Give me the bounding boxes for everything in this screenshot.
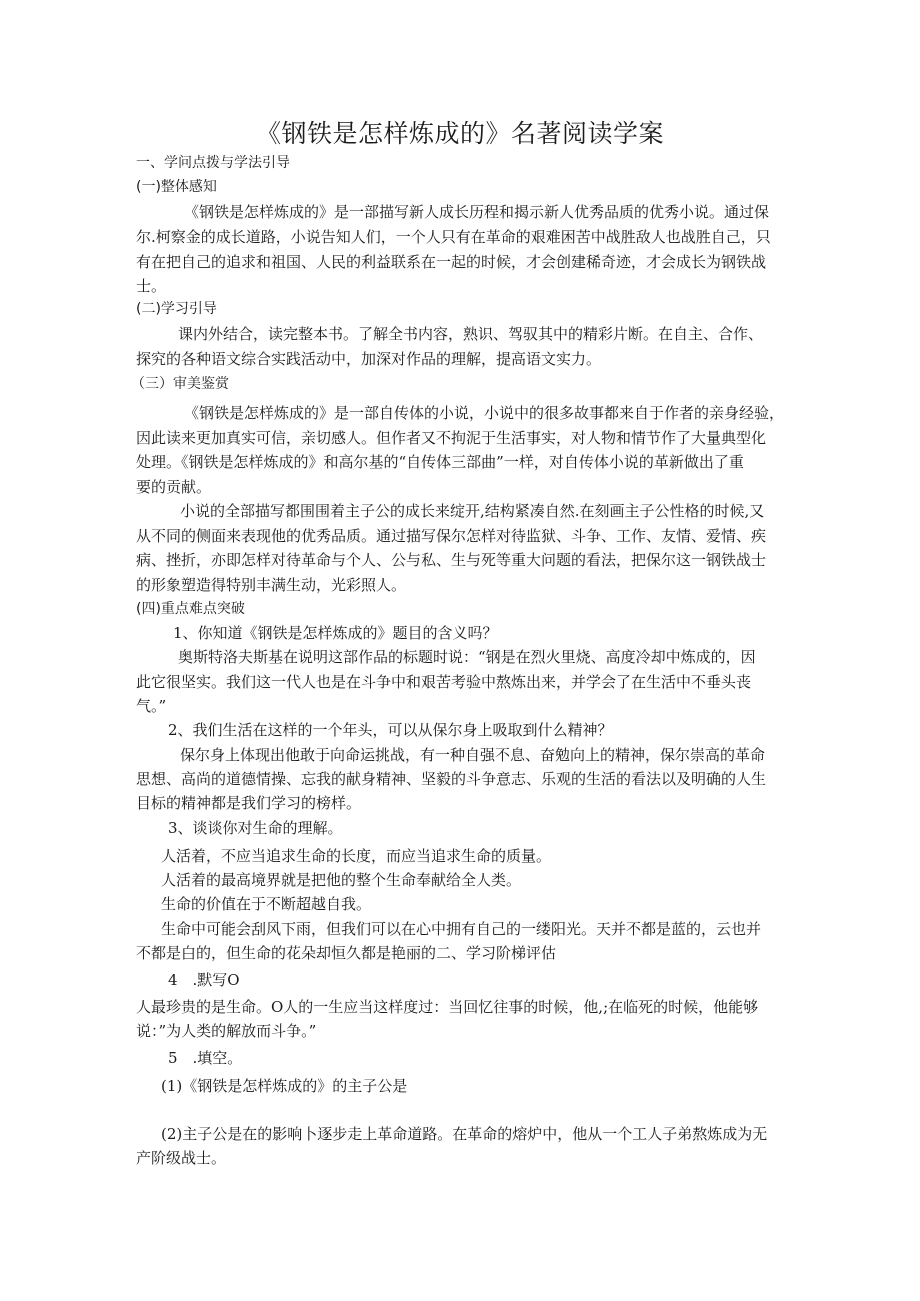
answer-line: 生命的价值在于不断超越自我。 bbox=[161, 895, 372, 913]
paragraph-line: 要的贡献。 bbox=[136, 478, 212, 496]
paragraph-line: 从不同的侧面来表现他的优秀品质。通过描写保尔怎样对待监狱、斗争、工作、友情、爱情、疾 bbox=[136, 527, 767, 545]
paragraph-line: 小说的全部描写都围围着主子公的成长来绽开,结构紧凑自然.在刻画主子公性格的时候,又 bbox=[180, 502, 765, 520]
subsection-heading: （三）审美鉴赏 bbox=[131, 376, 229, 392]
answer-line: 人最珍贵的是生命。O人的一生应当这样度过：当回忆往事的时候，他,;在临死的时候，他能够 bbox=[136, 998, 759, 1016]
paragraph-line: 《钢铁是怎样炼成的》是一部自传体的小说，小说中的很多故事都来自于作者的亲身经验， bbox=[184, 404, 785, 422]
question-line: 2、我们生活在这样的一个年头，可以从保尔身上吸取到什么精神？ bbox=[168, 721, 613, 739]
answer-line: 目标的精神都是我们学习的榜样。 bbox=[136, 794, 362, 812]
fill-blank-line: (2)主子公是在的影响卜逐步走上革命道路。在革命的熔炉中，他从一个工人子弟熬炼成为无 bbox=[161, 1125, 768, 1143]
answer-line: 人活着，不应当追求生命的长度，而应当追求生命的质量。 bbox=[161, 847, 552, 865]
paragraph-line: 的形象塑造得特别丰满生动，光彩照人。 bbox=[136, 576, 407, 594]
paragraph-line: 课内外结合，读完整本书。了解全书内容，熟识、驾驭其中的精彩片断。在自主、合作、 bbox=[178, 325, 764, 343]
answer-line: 奥斯特洛夫斯基在说明这部作品的标题时说：“钢是在烈火里烧、高度冷却中炼成的，因 bbox=[178, 648, 756, 666]
fill-blank-line: (1)《钢铁是怎样炼成的》的主子公是 bbox=[161, 1077, 408, 1095]
subsection-heading: (四)重点难点突破 bbox=[136, 601, 245, 617]
paragraph-line: 病、挫折，亦即怎样对待革命与个人、公与私、生与死等重大问题的看法，把保尔这一钢铁战士 bbox=[136, 551, 767, 569]
document-title: 《钢铁是怎样炼成的》名著阅读学案 bbox=[255, 119, 664, 148]
answer-line: 生命中可能会刮风下雨，但我们可以在心中拥有自己的一缕阳光。天并不都是蓝的，云也并 bbox=[161, 920, 762, 938]
answer-line: 人活着的最高境界就是把他的整个生命奉献给全人类。 bbox=[161, 871, 522, 889]
answer-line: 此它很坚实。我们这一代人也是在斗争中和艰苦考验中熬炼出来，并学会了在生活中不垂头丧 bbox=[136, 673, 752, 691]
paragraph-line: 尔.柯察金的成长道路，小说告知人们，一个人只有在革命的艰难困苦中战胜敌人也战胜自己，只 bbox=[136, 228, 771, 246]
question-line: 1、你知道《钢铁是怎样炼成的》题目的含义吗？ bbox=[173, 624, 498, 642]
section-heading: 一、学问点拨与学法引导 bbox=[136, 155, 290, 171]
answer-line: 气。” bbox=[136, 697, 167, 715]
answer-line: 不都是白的，但生命的花朵却恒久都是艳丽的二、学习阶梯评估 bbox=[136, 944, 557, 962]
subsection-heading: (一)整体感知 bbox=[136, 179, 217, 195]
answer-line: 思想、高尚的道德情操、忘我的献身精神、坚毅的斗争意志、乐观的生活的看法以及明确的人生 bbox=[136, 770, 767, 788]
paragraph-line: 探究的各种语文综合实践活动中，加深对作品的理解，提高语文实力。 bbox=[136, 350, 602, 368]
question-line: 4 .默写O bbox=[168, 971, 240, 989]
question-line: 5 .填空。 bbox=[168, 1049, 243, 1067]
question-line: 3、谈谈你对生命的理解。 bbox=[168, 819, 343, 837]
answer-line: 保尔身上体现出他敢于向命运挑战，有一种自强不息、奋勉向上的精神，保尔崇高的革命 bbox=[180, 746, 766, 764]
fill-blank-line: 产阶级战士。 bbox=[136, 1149, 227, 1167]
paragraph-line: 因此读来更加真实可信，亲切感人。但作者又不拘泥于生活事实，对人物和情节作了大量典型化 bbox=[136, 429, 767, 447]
paragraph-line: 处理。《钢铁是怎样炼成的》和高尔基的“自传体三部曲”一样，对自传体小说的革新做出了重 bbox=[136, 453, 744, 471]
paragraph-line: 有在把自己的追求和祖国、人民的利益联系在一起的时候，才会创建稀奇迹，才会成长为钢铁战 bbox=[136, 253, 767, 271]
answer-line: 说：”为人类的解放而斗争。” bbox=[136, 1022, 317, 1040]
paragraph-line: 士。 bbox=[136, 277, 167, 295]
paragraph-line: 《钢铁是怎样炼成的》是一部描写新人成长历程和揭示新人优秀品质的优秀小说。通过保 bbox=[184, 203, 770, 221]
subsection-heading: (二)学习引导 bbox=[136, 301, 217, 317]
